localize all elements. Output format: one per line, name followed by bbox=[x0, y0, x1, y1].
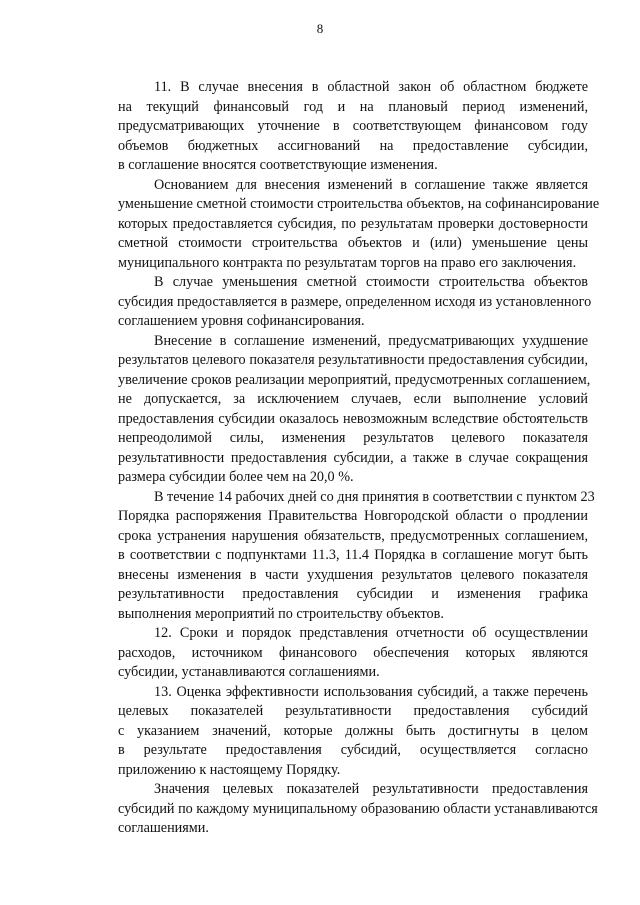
paragraph-line: расходов, источником финансового обеспечения которых являются bbox=[118, 644, 588, 661]
document-body bbox=[118, 78, 600, 839]
paragraph-line: на текущий финансовый год и на плановый период изменений, bbox=[118, 98, 588, 115]
paragraph-line: выполнения мероприятий по строительству объектов. bbox=[118, 605, 444, 622]
paragraph bbox=[118, 624, 588, 683]
paragraph-line: уменьшение сметной стоимости строительства объектов, на софинансирование bbox=[118, 196, 600, 212]
paragraph-line: В случае уменьшения сметной стоимости строительства объектов bbox=[154, 274, 588, 290]
paragraph-line: целевых показателей результативности предоставления субсидий bbox=[118, 703, 588, 719]
paragraph-line: В течение 14 рабочих дней со дня принятия в соответствии с пунктом 23 bbox=[154, 488, 595, 505]
paragraph bbox=[118, 78, 588, 176]
paragraph-line: с указанием значений, которые должны быть достигнуты в целом bbox=[118, 722, 588, 739]
paragraph-line: предусматривающих уточнение в соответствующем финансовом году bbox=[118, 118, 588, 134]
paragraph-line: результатов целевого показателя результативности предоставления субсидии, bbox=[118, 352, 588, 368]
paragraph-line: результативности предоставления субсидии и изменения графика bbox=[118, 586, 588, 602]
paragraph-line: увеличение сроков реализации мероприятий, предусмотренных соглашением, bbox=[118, 371, 591, 388]
page-number: 8 bbox=[316, 21, 324, 36]
paragraph-line: субсидий по каждому муниципальному образованию области устанавливаются bbox=[118, 800, 598, 817]
paragraph bbox=[118, 683, 588, 781]
paragraph-line: размера субсидии более чем на 20,0 %. bbox=[118, 469, 354, 485]
paragraph bbox=[118, 273, 592, 332]
paragraph bbox=[118, 488, 595, 625]
paragraph-line: непреодолимой силы, изменения результатов целевого показателя bbox=[118, 430, 588, 446]
paragraph-line: Значения целевых показателей результативности предоставления bbox=[154, 781, 588, 797]
paragraph bbox=[118, 332, 591, 488]
paragraph-line: 12. Сроки и порядок представления отчетности об осуществлении bbox=[154, 625, 588, 641]
paragraph-line: сметной стоимости строительства объектов и (или) уменьшение цены bbox=[118, 235, 588, 251]
paragraph-line: срока устранения нарушения обязательств, предусмотренных соглашением, bbox=[118, 527, 588, 544]
paragraph-line: внесены изменения в части ухудшения результатов целевого показателя bbox=[118, 566, 588, 583]
paragraph-line: в результате предоставления субсидий, осуществляется согласно bbox=[118, 742, 588, 758]
paragraph bbox=[118, 780, 598, 839]
paragraph-line: не допускается, за исключением случаев, если выполнение условий bbox=[118, 391, 588, 407]
paragraph-line: приложению к настоящему Порядку. bbox=[118, 761, 341, 778]
paragraph-line: предоставления субсидии оказалось невозможным вследствие обстоятельств bbox=[118, 410, 588, 427]
paragraph-line: 11. В случае внесения в областной закон об областном бюджете bbox=[154, 79, 588, 95]
paragraph bbox=[118, 176, 600, 274]
paragraph-line: объемов бюджетных ассигнований на предоставление субсидии, bbox=[118, 137, 588, 154]
paragraph-line: которых предоставляется субсидия, по результатам проверки достоверности bbox=[118, 215, 588, 232]
paragraph-line: субсидии, устанавливаются соглашениями. bbox=[118, 664, 380, 680]
paragraph-line: в соответствии с подпунктами 11.3, 11.4 Порядка в соглашение могут быть bbox=[118, 547, 588, 563]
paragraph-line: результативности предоставления субсидии, а также в случае сокращения bbox=[118, 449, 588, 466]
paragraph-line: соглашением уровня софинансирования. bbox=[118, 313, 365, 329]
paragraph-line: Порядка распоряжения Правительства Новгородской области о продлении bbox=[118, 508, 588, 524]
paragraph-line: субсидия предоставляется в размере, определенном исходя из установленного bbox=[118, 293, 592, 310]
paragraph-line: в соглашение вносятся соответствующие изменения. bbox=[118, 157, 438, 173]
paragraph-line: Внесение в соглашение изменений, предусматривающих ухудшение bbox=[154, 332, 588, 349]
paragraph-line: Основанием для внесения изменений в соглашение также является bbox=[154, 176, 588, 193]
paragraph-line: муниципального контракта по результатам торгов на право его заключения. bbox=[118, 254, 577, 271]
paragraph-line: соглашениями. bbox=[118, 820, 209, 836]
paragraph-line: 13. Оценка эффективности использования субсидий, а также перечень bbox=[154, 683, 588, 700]
